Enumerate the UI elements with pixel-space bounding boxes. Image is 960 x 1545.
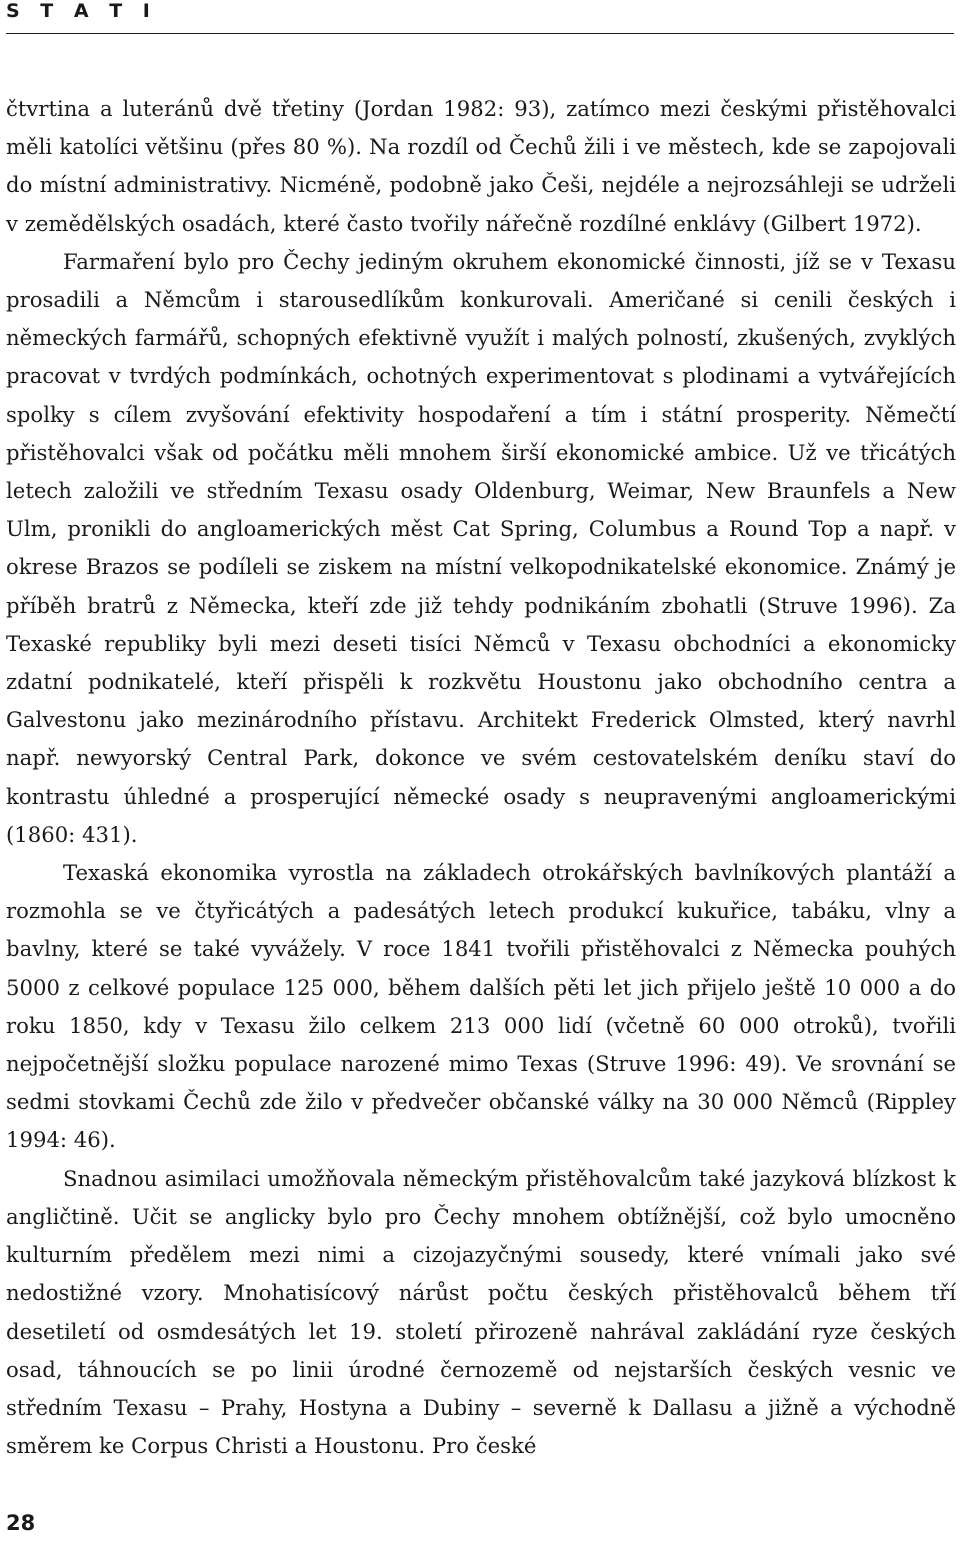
article-body: [6, 90, 956, 1465]
paragraph-2: Farmaření bylo pro Čechy jediným okruhem ekonomické činnosti, jíž se v Texasu prosadili a Němcům i starousedlíkům konkurovali. Američané si cenili českých i německých farmářů, schopných efektivně využít i malých polností, zkušených, zvyklých pracovat v tvrdých podmínkách, ochotných experimentovat s plodinami a vytvářejících spolky s cílem zvyšování efektivity hospodaření a tím i státní prosperity. Němečtí přistěhovalci však od počátku měli mnohem širší ekonomické ambice. Už ve třicátých letech založili ve středním Texasu osady Oldenburg, Weimar, New Braunfels a New Ulm, pronikli do angloamerických měst Cat Spring, Columbus a Round Top a např. v okrese Brazos se podíleli se ziskem na místní velkopodnikatelské ekonomice. Známý je příběh bratrů z Německa, kteří zde již tehdy podnikáním zbohatli (Struve 1996). Za Texaské republiky byli mezi deseti tisíci Němců v Texasu obchodníci a ekonomicky zdatní podnikatelé, kteří přispěli k rozkvětu Houstonu jako obchodního centra a Galvestonu jako mezinárodního přístavu. Architekt Frederick Olmsted, který navrhl např. newyorský Central Park, dokonce ve svém cestovatelském deníku staví do kontrastu úhledné a prosperující německé osady s neupravenými angloamerickými (1860: 431).: [6, 248, 956, 847]
header-divider: [6, 33, 954, 34]
page-number: 28: [6, 1511, 36, 1535]
paragraph-4: Snadnou asimilaci umožňovala německým přistěhovalcům také jazyková blízkost k angličtině. Učit se anglicky bylo pro Čechy mnohem obtížnější, což bylo umocněno kulturním předělem mezi nimi a cizojazyčnými sousedy, které vnímali jako své nedostižné vzory. Mnohatisícový nárůst počtu českých přistěhovalců během tří desetiletí od osmdesátých let 19. století přirozeně nahrával zakládání ryze českých osad, táhnoucích se po linii úrodné černozemě od nejstarších českých vesnic ve středním Texasu – Prahy, Hostyna a Dubiny – severně k Dallasu a jižně a východně směrem ke Corpus Christi a Houstonu. Pro české: [6, 1165, 956, 1459]
section-header: S T A T I: [6, 0, 157, 22]
paragraph-3: Texaská ekonomika vyrostla na základech otrokářských bavlníkových plantáží a rozmohla se ve čtyřicátých a padesátých letech produkcí kukuřice, tabáku, vlny a bavlny, které se také vyvážely. V roce 1841 tvořili přistěhovalci z Německa pouhých 5000 z celkové populace 125 000, během dalších pěti let jich přijelo ještě 10 000 a do roku 1850, kdy v Texasu žilo celkem 213 000 lidí (včetně 60 000 otroků), tvořili nejpočetnější složku populace narozené mimo Texas (Struve 1996: 49). Ve srovnání se sedmi stovkami Čechů zde žilo v předvečer občanské války na 30 000 Němců (Rippley 1994: 46).: [6, 860, 956, 1153]
paragraph-1: čtvrtina a luteránů dvě třetiny (Jordan 1982: 93), zatímco mezi českými přistěhovalci měli katolíci většinu (přes 80 %). Na rozdíl od Čechů žili i ve městech, kde se zapojovali do místní administrativy. Nicméně, podobně jako Češi, nejdéle a nejrozsáhleji se udrželi v zemědělských osadách, které často tvořily nářečně rozdílné enklávy (Gilbert 1972).: [6, 96, 956, 236]
